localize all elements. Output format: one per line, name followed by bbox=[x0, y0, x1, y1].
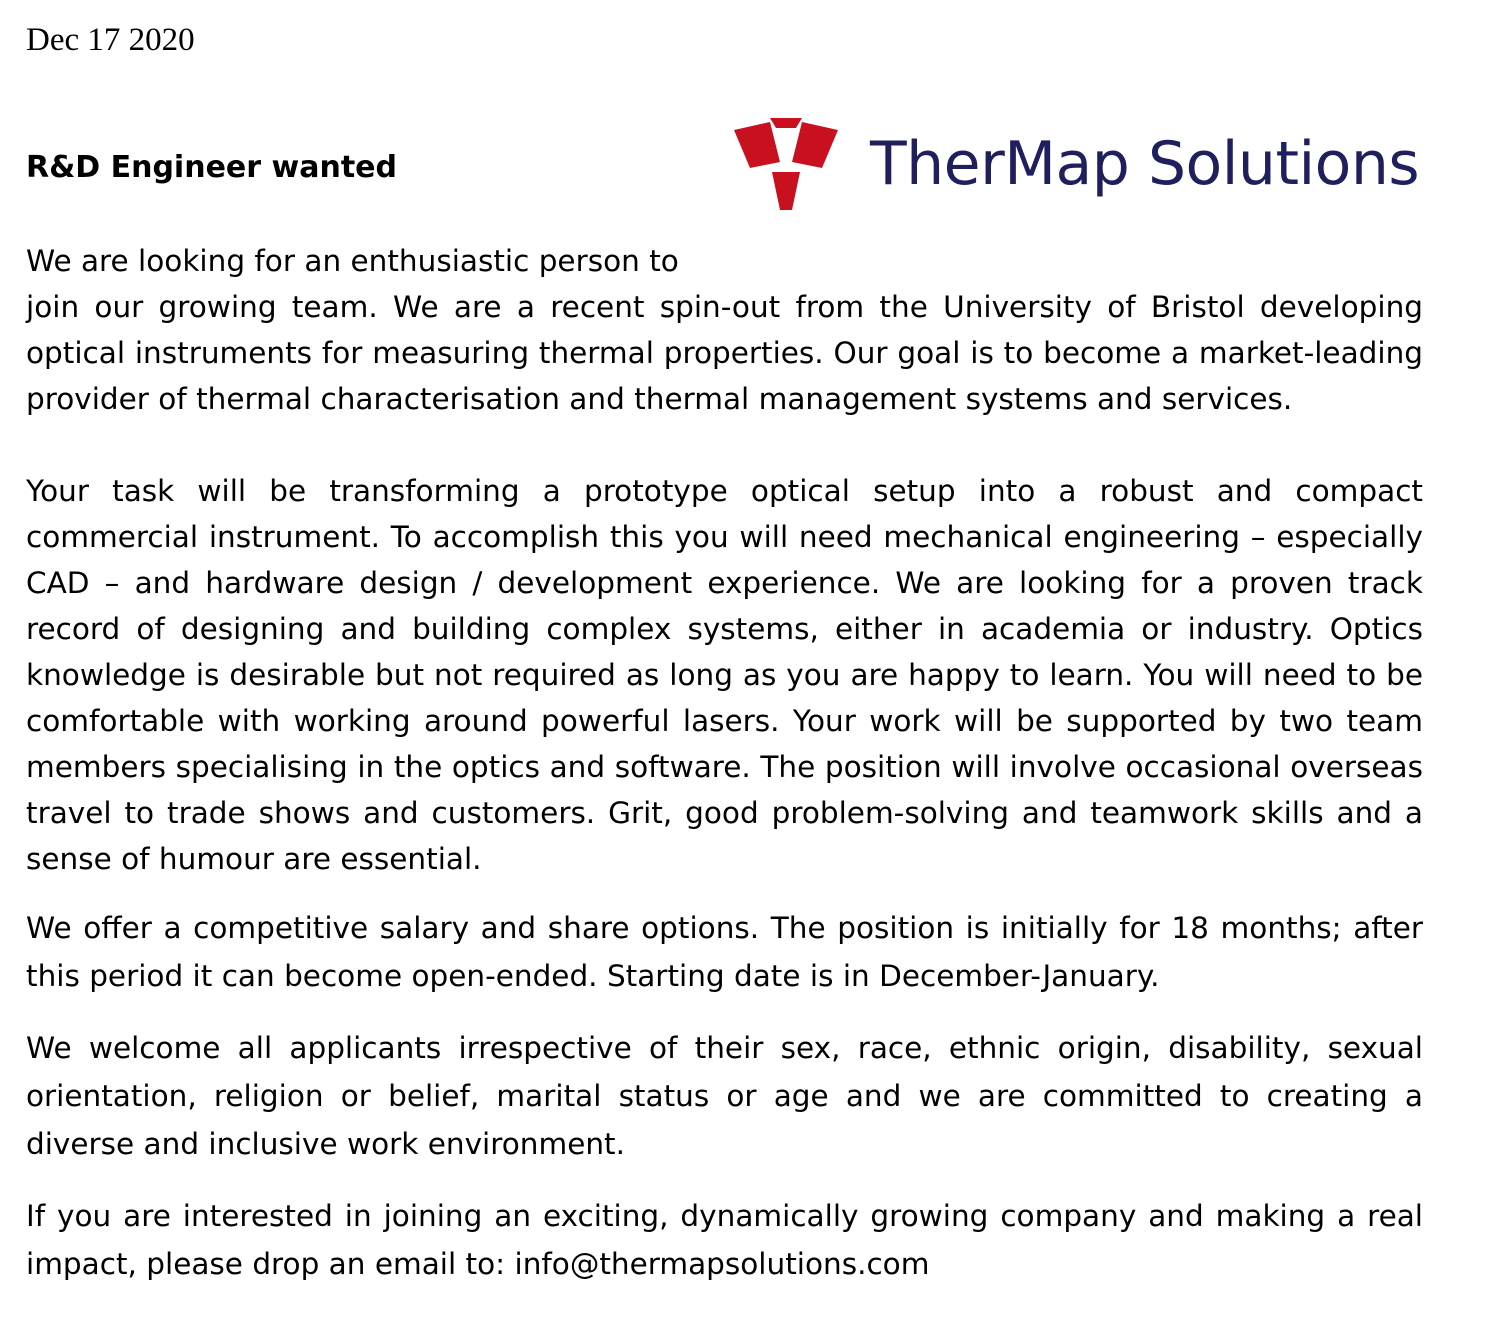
offer-paragraph: We offer a competitive salary and share options. The position is initially for 18 months; after this period it can become open-ended. Starting date is in December-January. bbox=[26, 911, 1423, 993]
company-logo bbox=[730, 112, 1470, 212]
intro-text: join our growing team. We are a recent spin-out from the University of Bristol developing optical instruments for measuring thermal properties. Our goal is to become a market-leading provider of thermal characterisation and thermal management systems and services. bbox=[26, 290, 1423, 416]
company-name: TherMap Solutions bbox=[870, 129, 1420, 199]
intro-first-line: We are looking for an enthusiastic person to bbox=[26, 244, 679, 278]
job-description bbox=[26, 238, 1423, 1288]
intro-paragraph bbox=[26, 238, 1423, 422]
task-paragraph: Your task will be transforming a prototype optical setup into a robust and compact commercial instrument. To accomplish this you will need mechanical engineering – especially CAD – and hardware design / development experience. We are looking for a proven track record of designing and building complex systems, either in academia or industry. Optics knowledge is desirable but not required as long as you are happy to learn. You will need to be comfortable with working around powerful lasers. Your work will be supported by two team members specialising in the optics and software. The position will involve occasional overseas travel to trade shows and customers. Grit, good problem-solving and teamwork skills and a sense of humour are essential. bbox=[26, 474, 1423, 876]
red-triangle-logo-icon bbox=[730, 116, 842, 212]
posting-date: Dec 17 2020 bbox=[26, 22, 195, 58]
job-title: R&D Engineer wanted bbox=[26, 150, 397, 185]
diversity-paragraph: We welcome all applicants irrespective of their sex, race, ethnic origin, disability, sexual orientation, religion or belief, marital status or age and we are committed to creating a diverse and inclusive work environment. bbox=[26, 1031, 1423, 1161]
contact-paragraph: If you are interested in joining an exciting, dynamically growing company and making a real impact, please drop an email to: info@thermapsolutions.com bbox=[26, 1199, 1423, 1281]
